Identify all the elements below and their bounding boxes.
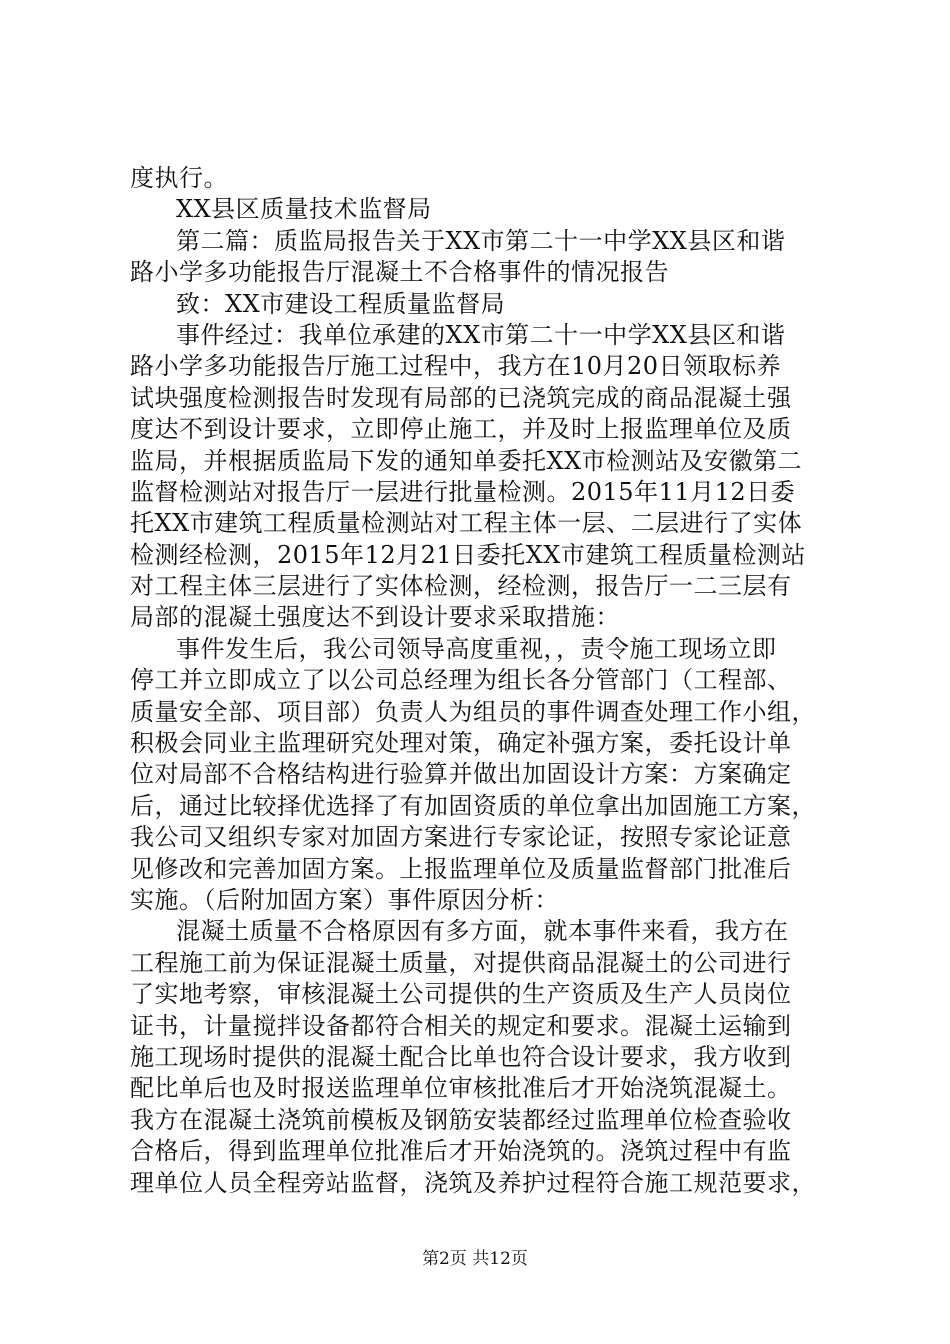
addressee-line: 致：XX市建设工程质量监督局 — [176, 289, 506, 318]
text-line: 局部的混凝土强度达不到设计要求采取措施： — [130, 603, 620, 632]
text-line: 我公司又组织专家对加固方案进行专家论证，按照专家论证意 — [130, 823, 792, 852]
text-line: 合格后，得到监理单位批准后才开始浇筑的。浇筑过程中有监 — [130, 1137, 792, 1166]
text-line: 施工现场时提供的混凝土配合比单也符合设计要求，我方收到 — [130, 1042, 792, 1071]
text-line: 位对局部不合格结构进行验算并做出加固设计方案：方案确定 — [130, 760, 792, 789]
text-line: 配比单后也及时报送监理单位审核批准后才开始浇筑混凝土。 — [130, 1074, 792, 1103]
text-line: 事件经过：我单位承建的XX市第二十一中学XX县区和谐 — [176, 320, 786, 349]
text-line: 实施。（后附加固方案）事件原因分析： — [130, 885, 559, 914]
text-line: 混凝土质量不合格原因有多方面，就本事件来看，我方在 — [176, 917, 789, 946]
text-line: 事件发生后，我公司领导高度重视，，责令施工现场立即 — [176, 634, 777, 663]
text-line: 度执行。 — [130, 164, 228, 192]
text-line: 工程施工前为保证混凝土质量，对提供商品混凝土的公司进行 — [130, 948, 792, 977]
text-line: 监督检测站对报告厅一层进行批量检测。2015年11月12日委 — [130, 477, 796, 506]
text-line: 托XX市建筑工程质量检测站对工程主体一层、二层进行了实体 — [130, 509, 803, 538]
page-number-footer: 第2页 共12页 — [422, 1249, 528, 1269]
section-heading: 第二篇：质监局报告关于XX市第二十一中学XX县区和谐 — [176, 226, 786, 255]
text-line: 路小学多功能报告厅施工过程中，我方在10月20日领取标养 — [130, 352, 782, 381]
text-line: 度达不到设计要求，立即停止施工，并及时上报监理单位及质 — [130, 415, 792, 444]
text-line: 监局，并根据质监局下发的通知单委托XX市检测站及安徽第二 — [130, 446, 803, 475]
signature-line: XX县区质量技术监督局 — [176, 195, 432, 224]
text-line: 了实地考察，审核混凝土公司提供的生产资质及生产人员岗位 — [130, 980, 792, 1009]
text-line: 积极会同业主监理研究处理对策，确定补强方案，委托设计单 — [130, 729, 792, 758]
text-line: 理单位人员全程旁站监督，浇筑及养护过程符合施工规范要求， — [130, 1168, 816, 1197]
text-line: 对工程主体三层进行了实体检测，经检测，报告厅一二三层有 — [130, 572, 792, 601]
document-body — [130, 163, 845, 1199]
section-heading-cont: 路小学多功能报告厅混凝土不合格事件的情况报告 — [130, 258, 669, 287]
text-line: 证书，计量搅拌设备都符合相关的规定和要求。混凝土运输到 — [130, 1011, 792, 1040]
text-line: 停工并立即成立了以公司总经理为组长各分管部门（工程部、 — [130, 666, 792, 695]
text-line: 试块强度检测报告时发现有局部的已浇筑完成的商品混凝土强 — [130, 383, 792, 412]
text-line: 检测经检测，2015年12月21日委托XX市建筑工程质量检测站 — [130, 540, 806, 569]
text-line: 见修改和完善加固方案。上报监理单位及质量监督部门批准后 — [130, 854, 792, 883]
text-line: 我方在混凝土浇筑前模板及钢筋安装都经过监理单位检查验收 — [130, 1105, 792, 1134]
text-line: 质量安全部、项目部）负责人为组员的事件调查处理工作小组， — [130, 697, 816, 726]
text-line: 后，通过比较择优选择了有加固资质的单位拿出加固施工方案， — [130, 791, 816, 820]
